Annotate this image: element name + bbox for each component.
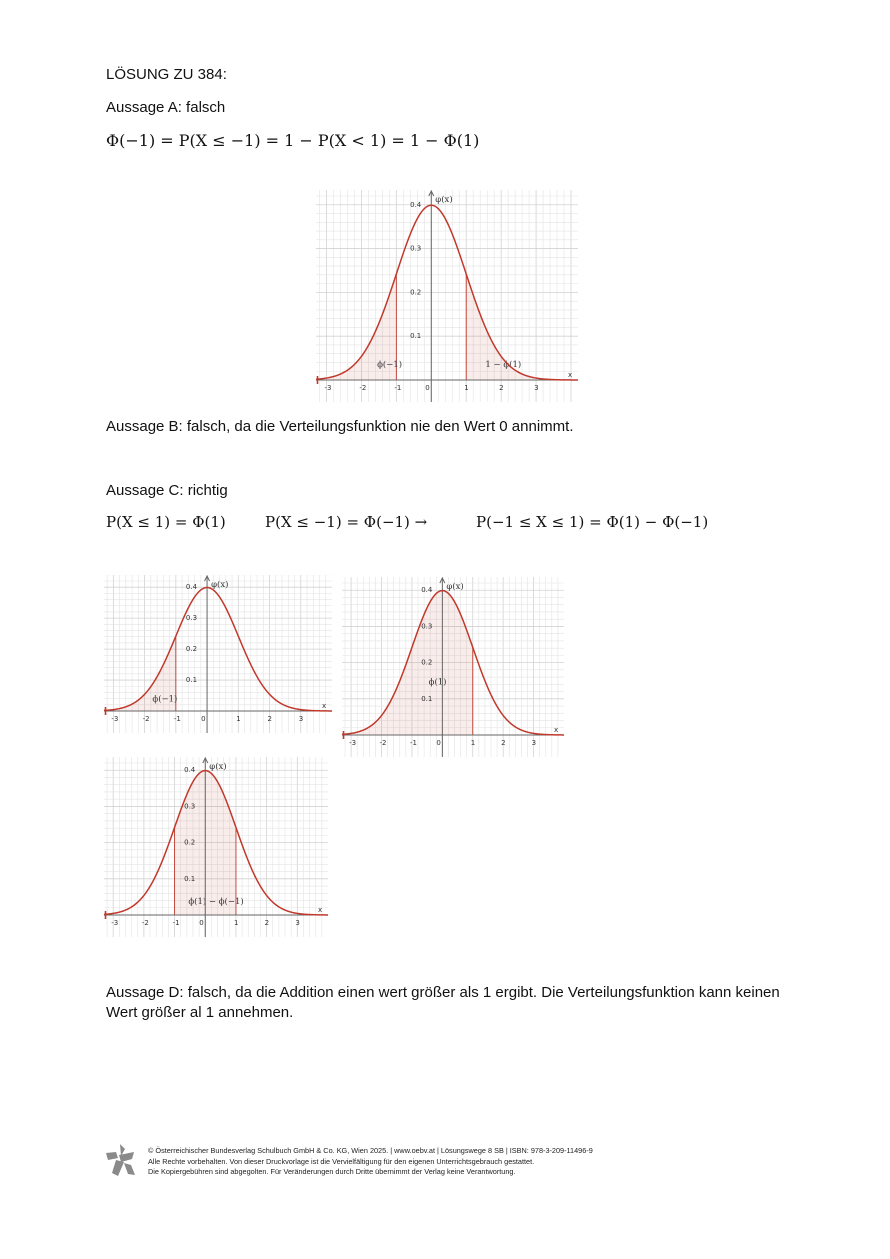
y-axis-label: φ(x) bbox=[209, 762, 227, 772]
x-tick-label: 2 bbox=[499, 384, 504, 392]
statement-a-label: Aussage A: falsch bbox=[106, 99, 226, 116]
x-tick-label: -2 bbox=[141, 919, 149, 927]
statement-c-formula-1: P(X ≤ 1) = Φ(1) bbox=[106, 513, 226, 531]
x-tick-label: -2 bbox=[359, 384, 367, 392]
x-axis-label: x bbox=[568, 371, 573, 379]
y-tick-label: 0.2 bbox=[421, 658, 433, 667]
shaded-area-label: 1 − ϕ(1) bbox=[485, 359, 522, 370]
chart-canvas bbox=[104, 575, 332, 733]
y-tick-label: 0.2 bbox=[185, 645, 198, 654]
y-tick-label: 0.3 bbox=[185, 614, 198, 623]
x-tick-label: 1 bbox=[464, 384, 469, 392]
x-tick-label: 1 bbox=[236, 715, 241, 723]
normal-density-chart-c2 bbox=[342, 577, 564, 757]
x-tick-label: -2 bbox=[142, 715, 150, 723]
shaded-area-label: ϕ(−1) bbox=[152, 694, 178, 705]
y-tick-label: 0.1 bbox=[185, 676, 198, 685]
page-heading: LÖSUNG ZU 384: bbox=[106, 66, 227, 83]
x-tick-label: -3 bbox=[111, 715, 119, 723]
x-axis-label: x bbox=[554, 726, 559, 734]
chart-canvas bbox=[316, 190, 578, 402]
x-tick-label: -1 bbox=[394, 384, 402, 392]
shaded-area-label: ϕ(−1) bbox=[377, 359, 403, 370]
x-tick-label: -2 bbox=[379, 739, 387, 747]
statement-c-label: Aussage C: richtig bbox=[106, 482, 228, 499]
y-axis-label: φ(x) bbox=[211, 580, 229, 590]
statement-d-line-1: Aussage D: falsch, da die Addition einen wert größer als 1 ergibt. Die Verteilungsfunktion kann keinen bbox=[106, 984, 780, 1001]
x-tick-label: 2 bbox=[267, 715, 273, 723]
statement-c-formula-2: P(X ≤ −1) = Φ(−1) → bbox=[265, 513, 428, 531]
normal-density-chart-a bbox=[316, 190, 578, 402]
x-axis-label: x bbox=[318, 906, 323, 914]
y-tick-label: 0.4 bbox=[185, 583, 198, 592]
y-tick-label: 0.3 bbox=[421, 622, 433, 631]
y-tick-label: 0.2 bbox=[410, 288, 422, 297]
x-tick-label: -3 bbox=[324, 384, 332, 392]
y-tick-label: 0.4 bbox=[421, 586, 433, 595]
y-tick-label: 0.1 bbox=[184, 874, 196, 883]
normal-density-chart-c3 bbox=[104, 757, 328, 937]
y-tick-label: 0.2 bbox=[184, 838, 196, 847]
x-tick-label: 1 bbox=[233, 919, 239, 927]
footer-line-2: Alle Rechte vorbehalten. Von dieser Druckvorlage ist die Vervielfältigung für den eigenen Unterrichtsgebrauch gestattet. bbox=[148, 1156, 535, 1166]
x-tick-label: 3 bbox=[295, 919, 300, 927]
x-tick-label: 3 bbox=[534, 384, 539, 392]
x-tick-label: 0 bbox=[201, 715, 206, 723]
y-tick-label: 0.3 bbox=[410, 244, 422, 253]
x-tick-label: 0 bbox=[436, 739, 441, 747]
y-tick-label: 0.1 bbox=[410, 332, 422, 341]
footer-line-3: Die Kopiergebühren sind abgegolten. Für Veränderungen durch Dritte übernimmt der Verlag keine Verantwortung. bbox=[148, 1167, 516, 1176]
footer-line-1: © Österreichischer Bundesverlag Schulbuch GmbH & Co. KG, Wien 2025. | www.oebv.at | Lösungswege 8 SB | ISBN: 978-3-209-11496-9 bbox=[148, 1146, 593, 1155]
chart-canvas bbox=[342, 577, 564, 757]
x-tick-label: 1 bbox=[470, 739, 476, 747]
y-tick-label: 0.4 bbox=[184, 766, 196, 775]
y-tick-label: 0.1 bbox=[421, 694, 433, 703]
statement-a-formula: Φ(−1) = P(X ≤ −1) = 1 − P(X < 1) = 1 − Φ(1) bbox=[106, 131, 480, 150]
y-tick-label: 0.4 bbox=[410, 200, 422, 209]
statement-b-label: Aussage B: falsch, da die Verteilungsfunktion nie den Wert 0 annimmt. bbox=[106, 418, 574, 435]
x-tick-label: 0 bbox=[425, 384, 430, 392]
chart-canvas bbox=[104, 757, 328, 937]
x-tick-label: 3 bbox=[531, 739, 537, 747]
statement-c-formula-3: P(−1 ≤ X ≤ 1) = Φ(1) − Φ(−1) bbox=[476, 513, 709, 531]
y-axis-label: φ(x) bbox=[435, 195, 453, 205]
x-tick-label: 2 bbox=[264, 919, 270, 927]
shaded-area-label: ϕ(1) bbox=[428, 677, 447, 688]
x-tick-label: 0 bbox=[199, 919, 204, 927]
publisher-logo-icon bbox=[104, 1143, 138, 1177]
x-tick-label: -3 bbox=[349, 739, 357, 747]
shaded-area-label: ϕ(1) − ϕ(−1) bbox=[188, 897, 244, 908]
x-tick-label: -1 bbox=[173, 715, 181, 723]
x-tick-label: -3 bbox=[111, 919, 119, 927]
x-tick-label: 2 bbox=[501, 739, 506, 747]
x-tick-label: 3 bbox=[298, 715, 304, 723]
statement-d-line-2: Wert größer al 1 annehmen. bbox=[106, 1004, 294, 1021]
x-axis-label: x bbox=[322, 702, 327, 710]
y-axis-label: φ(x) bbox=[446, 582, 464, 592]
footer bbox=[148, 1146, 593, 1178]
y-tick-label: 0.3 bbox=[184, 802, 196, 811]
x-tick-label: -1 bbox=[172, 919, 180, 927]
x-tick-label: -1 bbox=[409, 739, 417, 747]
normal-density-chart-c1 bbox=[104, 575, 332, 733]
